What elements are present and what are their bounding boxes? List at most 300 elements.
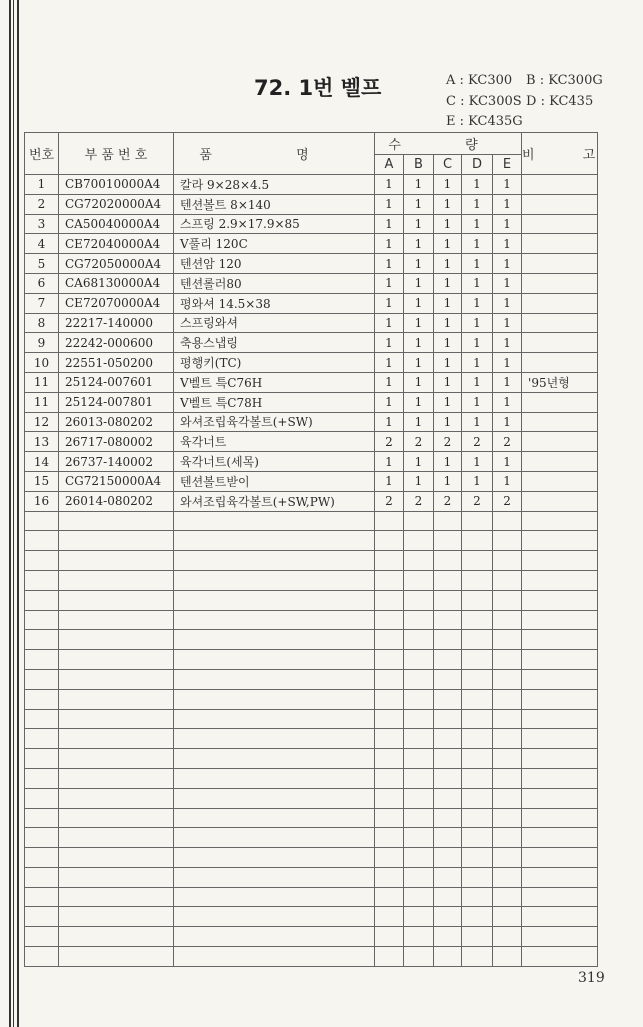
cell-remark xyxy=(522,511,598,531)
cell-part-name: 텐션볼트받이 xyxy=(174,471,375,491)
cell-part-no: 22242-000600 xyxy=(59,333,174,353)
cell-part-no xyxy=(59,749,174,769)
cell-qty-b xyxy=(404,551,434,571)
cell-remark xyxy=(522,353,598,373)
cell-no: 12 xyxy=(25,412,59,432)
cell-no: 6 xyxy=(25,273,59,293)
page-title: 72. 1번 벨프 xyxy=(254,76,382,100)
cell-part-no xyxy=(59,709,174,729)
cell-qty-c: 1 xyxy=(434,412,462,432)
cell-qty-e xyxy=(493,531,522,551)
cell-qty-c xyxy=(434,749,462,769)
cell-qty-b xyxy=(404,887,434,907)
cell-part-no xyxy=(59,610,174,630)
cell-qty-e xyxy=(493,610,522,630)
cell-part-no xyxy=(59,887,174,907)
cell-qty-b xyxy=(404,947,434,967)
cell-remark xyxy=(522,669,598,689)
cell-qty-c xyxy=(434,630,462,650)
cell-remark xyxy=(522,254,598,274)
cell-qty-d: 1 xyxy=(462,452,493,472)
table-row xyxy=(25,412,598,432)
cell-qty-a xyxy=(375,867,404,887)
cell-no xyxy=(25,848,59,868)
cell-qty-d: 1 xyxy=(462,392,493,412)
cell-qty-c xyxy=(434,808,462,828)
cell-qty-a: 1 xyxy=(375,194,404,214)
cell-part-name: 육각너트 xyxy=(174,432,375,452)
cell-qty-e xyxy=(493,511,522,531)
cell-remark xyxy=(522,729,598,749)
cell-qty-a: 1 xyxy=(375,471,404,491)
cell-qty-e xyxy=(493,788,522,808)
cell-qty-b: 1 xyxy=(404,214,434,234)
cell-qty-d: 1 xyxy=(462,175,493,195)
cell-part-name: 텐션암 120 xyxy=(174,254,375,274)
model-e: E : KC435G xyxy=(446,114,523,129)
cell-part-name: 스프링와셔 xyxy=(174,313,375,333)
cell-qty-b xyxy=(404,689,434,709)
cell-no: 5 xyxy=(25,254,59,274)
cell-qty-c xyxy=(434,907,462,927)
cell-qty-b: 1 xyxy=(404,471,434,491)
cell-qty-a xyxy=(375,947,404,967)
cell-remark xyxy=(522,491,598,511)
cell-qty-e xyxy=(493,867,522,887)
cell-no xyxy=(25,749,59,769)
cell-qty-b xyxy=(404,848,434,868)
cell-part-no: 26013-080202 xyxy=(59,412,174,432)
cell-qty-d: 1 xyxy=(462,412,493,432)
cell-remark xyxy=(522,709,598,729)
cell-qty-e: 2 xyxy=(493,432,522,452)
cell-qty-d xyxy=(462,729,493,749)
table-row xyxy=(25,432,598,452)
cell-qty-d xyxy=(462,947,493,967)
cell-no xyxy=(25,947,59,967)
cell-no xyxy=(25,650,59,670)
parts-table xyxy=(24,132,618,967)
table-row xyxy=(25,234,598,254)
cell-qty-e xyxy=(493,947,522,967)
cell-part-no: CG72020000A4 xyxy=(59,194,174,214)
cell-qty-b xyxy=(404,590,434,610)
cell-no: 2 xyxy=(25,194,59,214)
cell-qty-e: 1 xyxy=(493,273,522,293)
cell-part-name: 축용스냅링 xyxy=(174,333,375,353)
cell-qty-b xyxy=(404,907,434,927)
cell-remark xyxy=(522,531,598,551)
table-row xyxy=(25,372,598,392)
cell-no: 15 xyxy=(25,471,59,491)
cell-part-name xyxy=(174,570,375,590)
cell-qty-e xyxy=(493,729,522,749)
cell-no: 13 xyxy=(25,432,59,452)
cell-qty-d xyxy=(462,630,493,650)
cell-no xyxy=(25,907,59,927)
cell-qty-a xyxy=(375,590,404,610)
cell-qty-b: 1 xyxy=(404,175,434,195)
cell-qty-a xyxy=(375,768,404,788)
cell-part-no: 22551-050200 xyxy=(59,353,174,373)
cell-qty-d xyxy=(462,689,493,709)
cell-qty-e xyxy=(493,887,522,907)
table-row xyxy=(25,293,598,313)
table-row-empty xyxy=(25,808,598,828)
table-row-empty xyxy=(25,689,598,709)
cell-part-name: 와셔조립육각볼트(+SW) xyxy=(174,412,375,432)
cell-qty-d xyxy=(462,848,493,868)
table-row-empty xyxy=(25,788,598,808)
cell-no xyxy=(25,630,59,650)
cell-qty-b xyxy=(404,729,434,749)
cell-part-no: CB70010000A4 xyxy=(59,175,174,195)
cell-qty-c: 1 xyxy=(434,293,462,313)
cell-qty-d: 1 xyxy=(462,353,493,373)
cell-part-no xyxy=(59,551,174,571)
cell-qty-d: 1 xyxy=(462,214,493,234)
cell-qty-e xyxy=(493,749,522,769)
cell-qty-c xyxy=(434,531,462,551)
cell-qty-a xyxy=(375,709,404,729)
cell-no: 7 xyxy=(25,293,59,313)
cell-part-name: 육각너트(세목) xyxy=(174,452,375,472)
cell-part-no xyxy=(59,729,174,749)
cell-part-name xyxy=(174,650,375,670)
cell-qty-c xyxy=(434,570,462,590)
cell-no xyxy=(25,808,59,828)
cell-qty-c: 1 xyxy=(434,234,462,254)
table-row-empty xyxy=(25,511,598,531)
cell-remark xyxy=(522,570,598,590)
cell-remark xyxy=(522,214,598,234)
cell-remark xyxy=(522,293,598,313)
table-row-empty xyxy=(25,828,598,848)
cell-part-no: CA68130000A4 xyxy=(59,273,174,293)
cell-part-no xyxy=(59,848,174,868)
cell-qty-e xyxy=(493,630,522,650)
cell-part-no: CE72070000A4 xyxy=(59,293,174,313)
cell-qty-b: 2 xyxy=(404,432,434,452)
model-c: C : KC300S xyxy=(446,94,522,109)
cell-no: 3 xyxy=(25,214,59,234)
cell-qty-e: 1 xyxy=(493,254,522,274)
cell-no: 1 xyxy=(25,175,59,195)
cell-qty-e: 1 xyxy=(493,333,522,353)
cell-no xyxy=(25,590,59,610)
cell-no xyxy=(25,788,59,808)
cell-no xyxy=(25,570,59,590)
table-row-empty xyxy=(25,630,598,650)
cell-no xyxy=(25,689,59,709)
table-row xyxy=(25,471,598,491)
cell-qty-d xyxy=(462,650,493,670)
cell-qty-b xyxy=(404,927,434,947)
cell-remark xyxy=(522,194,598,214)
cell-qty-b: 1 xyxy=(404,293,434,313)
table-row xyxy=(25,194,598,214)
cell-qty-a: 2 xyxy=(375,432,404,452)
cell-qty-d xyxy=(462,887,493,907)
cell-part-no xyxy=(59,570,174,590)
cell-no: 16 xyxy=(25,491,59,511)
cell-qty-c xyxy=(434,551,462,571)
cell-qty-c xyxy=(434,867,462,887)
cell-qty-a: 1 xyxy=(375,214,404,234)
cell-qty-a: 1 xyxy=(375,372,404,392)
cell-qty-d: 1 xyxy=(462,234,493,254)
cell-qty-d xyxy=(462,511,493,531)
cell-qty-a xyxy=(375,907,404,927)
table-row-empty xyxy=(25,947,598,967)
cell-part-no: CE72040000A4 xyxy=(59,234,174,254)
cell-qty-c: 1 xyxy=(434,214,462,234)
cell-qty-c xyxy=(434,947,462,967)
table-row xyxy=(25,175,598,195)
cell-remark xyxy=(522,175,598,195)
cell-part-no xyxy=(59,867,174,887)
cell-part-no: CG72050000A4 xyxy=(59,254,174,274)
cell-part-name xyxy=(174,610,375,630)
cell-part-name xyxy=(174,848,375,868)
cell-part-name xyxy=(174,531,375,551)
cell-no xyxy=(25,927,59,947)
table-row-empty xyxy=(25,531,598,551)
cell-qty-b xyxy=(404,669,434,689)
page-number: 319 xyxy=(578,970,605,986)
cell-qty-b: 1 xyxy=(404,234,434,254)
table-row-empty xyxy=(25,570,598,590)
cell-part-no: 26737-140002 xyxy=(59,452,174,472)
cell-remark xyxy=(522,551,598,571)
cell-qty-c xyxy=(434,848,462,868)
cell-qty-d xyxy=(462,669,493,689)
cell-remark xyxy=(522,848,598,868)
table-row-empty xyxy=(25,650,598,670)
cell-qty-e: 1 xyxy=(493,214,522,234)
cell-qty-c xyxy=(434,788,462,808)
parts-body xyxy=(25,175,598,967)
cell-qty-b xyxy=(404,788,434,808)
cell-qty-c xyxy=(434,828,462,848)
cell-part-no xyxy=(59,907,174,927)
table-row xyxy=(25,452,598,472)
cell-no: 4 xyxy=(25,234,59,254)
cell-qty-e xyxy=(493,828,522,848)
cell-qty-b xyxy=(404,610,434,630)
cell-part-no xyxy=(59,808,174,828)
cell-qty-b: 1 xyxy=(404,254,434,274)
cell-remark xyxy=(522,887,598,907)
cell-qty-a xyxy=(375,551,404,571)
cell-no xyxy=(25,828,59,848)
cell-qty-e xyxy=(493,689,522,709)
cell-remark xyxy=(522,650,598,670)
cell-qty-b xyxy=(404,650,434,670)
cell-qty-d xyxy=(462,768,493,788)
cell-qty-a: 1 xyxy=(375,175,404,195)
cell-qty-a: 1 xyxy=(375,353,404,373)
cell-no: 11 xyxy=(25,372,59,392)
cell-qty-d xyxy=(462,927,493,947)
cell-no: 8 xyxy=(25,313,59,333)
cell-qty-d: 1 xyxy=(462,293,493,313)
cell-qty-b: 1 xyxy=(404,313,434,333)
table-row-empty xyxy=(25,848,598,868)
cell-part-no xyxy=(59,511,174,531)
cell-no xyxy=(25,768,59,788)
cell-remark xyxy=(522,808,598,828)
cell-qty-c: 1 xyxy=(434,313,462,333)
cell-no xyxy=(25,669,59,689)
table-row-empty xyxy=(25,709,598,729)
cell-qty-a: 1 xyxy=(375,234,404,254)
binding-margin xyxy=(0,0,22,1027)
cell-qty-d: 1 xyxy=(462,313,493,333)
cell-remark xyxy=(522,927,598,947)
cell-remark xyxy=(522,432,598,452)
cell-qty-d xyxy=(462,867,493,887)
cell-part-name: V벨트 특C78H xyxy=(174,392,375,412)
cell-qty-a: 1 xyxy=(375,254,404,274)
cell-qty-c xyxy=(434,669,462,689)
cell-qty-e: 1 xyxy=(493,293,522,313)
cell-qty-a xyxy=(375,630,404,650)
header-part-no: 부 품 번 호 xyxy=(59,133,174,175)
model-a: A : KC300 xyxy=(446,73,513,88)
cell-qty-d: 1 xyxy=(462,333,493,353)
cell-part-no: CA50040000A4 xyxy=(59,214,174,234)
cell-qty-c xyxy=(434,610,462,630)
cell-part-name xyxy=(174,867,375,887)
cell-qty-e: 2 xyxy=(493,491,522,511)
cell-qty-d xyxy=(462,907,493,927)
cell-qty-c xyxy=(434,650,462,670)
cell-qty-d xyxy=(462,551,493,571)
cell-remark xyxy=(522,907,598,927)
header-part-name: 품 명 xyxy=(174,133,375,175)
cell-qty-c: 1 xyxy=(434,452,462,472)
cell-remark xyxy=(522,947,598,967)
table-row xyxy=(25,273,598,293)
cell-part-no: 26717-080002 xyxy=(59,432,174,452)
cell-part-name xyxy=(174,788,375,808)
cell-qty-d xyxy=(462,808,493,828)
header-qty-e: E xyxy=(493,155,522,175)
cell-part-name xyxy=(174,907,375,927)
table-row-empty xyxy=(25,749,598,769)
cell-qty-e: 1 xyxy=(493,175,522,195)
cell-qty-a xyxy=(375,808,404,828)
cell-qty-b: 1 xyxy=(404,353,434,373)
cell-qty-a xyxy=(375,570,404,590)
cell-part-name: V벨트 특C76H xyxy=(174,372,375,392)
cell-remark xyxy=(522,590,598,610)
cell-part-name xyxy=(174,749,375,769)
cell-qty-e xyxy=(493,551,522,571)
table-row-empty xyxy=(25,551,598,571)
cell-part-no: 26014-080202 xyxy=(59,491,174,511)
cell-part-name xyxy=(174,947,375,967)
cell-qty-e: 1 xyxy=(493,194,522,214)
cell-qty-c: 1 xyxy=(434,392,462,412)
cell-no xyxy=(25,531,59,551)
cell-qty-c xyxy=(434,590,462,610)
cell-qty-b xyxy=(404,511,434,531)
cell-qty-c xyxy=(434,689,462,709)
table-row xyxy=(25,254,598,274)
cell-qty-a xyxy=(375,729,404,749)
cell-qty-d: 2 xyxy=(462,432,493,452)
cell-qty-e: 1 xyxy=(493,471,522,491)
cell-qty-b xyxy=(404,867,434,887)
cell-part-no: 22217-140000 xyxy=(59,313,174,333)
cell-qty-e: 1 xyxy=(493,392,522,412)
cell-qty-d: 1 xyxy=(462,194,493,214)
cell-part-no: CG72150000A4 xyxy=(59,471,174,491)
cell-part-name xyxy=(174,590,375,610)
cell-part-name: V풀리 120C xyxy=(174,234,375,254)
cell-part-name: 텐션볼트 8×140 xyxy=(174,194,375,214)
cell-part-no xyxy=(59,650,174,670)
cell-qty-e xyxy=(493,650,522,670)
cell-remark xyxy=(522,412,598,432)
table-row xyxy=(25,214,598,234)
cell-qty-c xyxy=(434,768,462,788)
cell-qty-e: 1 xyxy=(493,234,522,254)
cell-qty-c xyxy=(434,927,462,947)
cell-remark xyxy=(522,452,598,472)
cell-qty-b: 1 xyxy=(404,333,434,353)
cell-qty-b xyxy=(404,531,434,551)
cell-no xyxy=(25,867,59,887)
cell-qty-a xyxy=(375,749,404,769)
cell-qty-a: 1 xyxy=(375,412,404,432)
cell-qty-b xyxy=(404,768,434,788)
cell-qty-a xyxy=(375,927,404,947)
table-row xyxy=(25,353,598,373)
cell-qty-c: 1 xyxy=(434,254,462,274)
cell-remark xyxy=(522,828,598,848)
cell-qty-c: 1 xyxy=(434,175,462,195)
cell-qty-b xyxy=(404,808,434,828)
cell-qty-c xyxy=(434,887,462,907)
header-qty-b: B xyxy=(404,155,434,175)
cell-part-name xyxy=(174,768,375,788)
cell-part-no xyxy=(59,947,174,967)
cell-qty-b xyxy=(404,570,434,590)
cell-qty-a xyxy=(375,610,404,630)
cell-part-no xyxy=(59,630,174,650)
cell-no xyxy=(25,511,59,531)
cell-remark xyxy=(522,333,598,353)
cell-no xyxy=(25,729,59,749)
cell-qty-a xyxy=(375,828,404,848)
cell-part-name: 평행키(TC) xyxy=(174,353,375,373)
model-b: B : KC300G xyxy=(526,73,603,88)
model-d: D : KC435 xyxy=(526,94,594,109)
cell-remark xyxy=(522,471,598,491)
cell-qty-d xyxy=(462,749,493,769)
cell-qty-d: 2 xyxy=(462,491,493,511)
cell-qty-c: 2 xyxy=(434,491,462,511)
cell-part-name: 칼라 9×28×4.5 xyxy=(174,175,375,195)
cell-remark xyxy=(522,273,598,293)
cell-qty-d xyxy=(462,709,493,729)
cell-part-name xyxy=(174,669,375,689)
cell-part-name: 와셔조립육각볼트(+SW,PW) xyxy=(174,491,375,511)
cell-qty-a: 1 xyxy=(375,452,404,472)
